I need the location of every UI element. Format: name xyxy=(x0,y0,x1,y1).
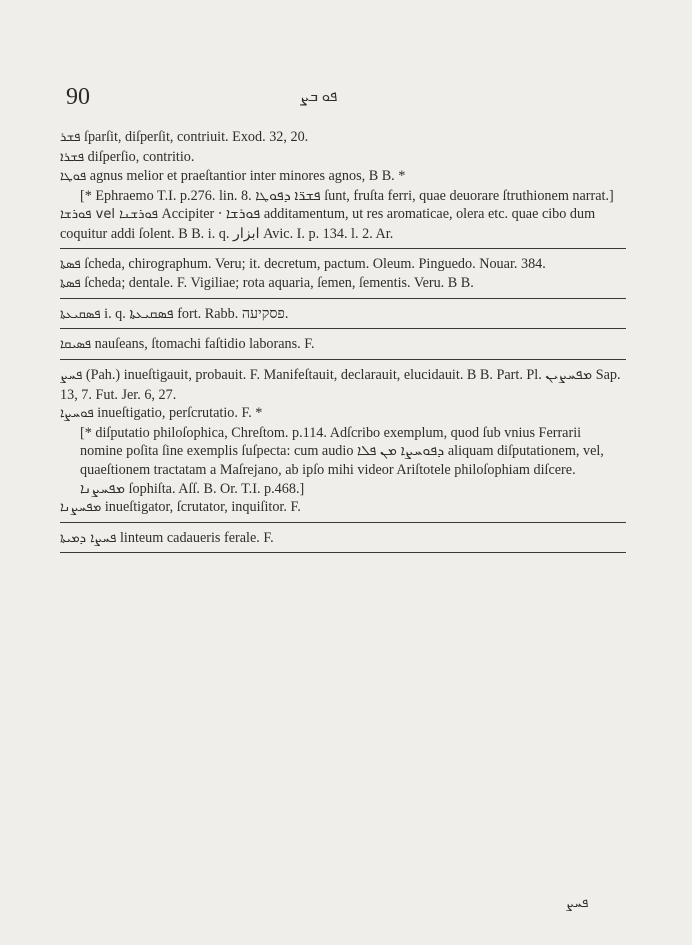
entry-11-text: inueſtigator, ſcrutator, inquiſitor. F. xyxy=(104,499,301,516)
entry-4-text: Accipiter ‧ ܦܘܪܫܐ additamentum, ut res aromaticae, olera etc. quae cibo dum coquitur addi ſolent. B B. i. q. ابزار Avic. I. p. 134. l. 2. Ar. xyxy=(60,206,596,242)
entry-7-headword: ܦܣܩܝܥܬܐ xyxy=(60,306,101,322)
entry-7-text: i. q. ܦܣܩܝܥܬܐ fort. Rabb. פסקיעה. xyxy=(104,305,289,322)
divider-3 xyxy=(60,328,626,329)
running-head: ܦܘ ܒܨ xyxy=(300,89,338,105)
entry-12-text: linteum cadaueris ferale. F. xyxy=(119,529,274,546)
entry-5-headword: ܦܣܬܐ xyxy=(60,256,81,272)
entry-3-note xyxy=(60,187,626,206)
catchword: ܦܚܨ xyxy=(566,895,589,910)
entry-10 xyxy=(60,404,626,424)
entry-9-headword: ܦܚܨ xyxy=(60,367,83,383)
entry-8-headword: ܦܣܝܩܐ xyxy=(60,337,92,353)
entry-6-headword: ܦܣܬܐ xyxy=(60,276,81,292)
entry-9-text: (Pah.) inueſtigauit, probauit. F. Manifeſtauit, declarauit, elucidauit. B B. Part. Pl. ܡܦܚܨܝܢ Sap. 13, 7. Fut. Jer. 6, 27. xyxy=(60,366,621,403)
entry-9 xyxy=(60,366,626,404)
entry-10-note xyxy=(60,424,626,480)
entry-8 xyxy=(60,335,626,355)
divider-2 xyxy=(60,298,626,299)
entry-3-headword: ܦܘܛܐ xyxy=(60,169,87,185)
divider-5 xyxy=(60,522,626,523)
entry-11 xyxy=(60,498,626,518)
divider-6 xyxy=(60,552,626,553)
entry-12 xyxy=(60,529,626,549)
entry-10-note-2 xyxy=(60,480,626,499)
entry-10-text: inueſtigatio, perſcrutatio. F. * xyxy=(97,405,263,422)
entry-8-text: nauſeans, ſtomachi faſtidio laborans. F. xyxy=(94,336,315,353)
entry-10-note-text: [* diſputatio philoſophica, Chreſtom. p.114. Adſcribo exemplum, quod ſub vnius Ferrarii nomine poſita ſine exemplis ſuſpecta: cum audio ܕܦܘܚܨܐ ܡܢ ܦܠܐ aliquam diſputationem, vel, quaeſtionem tractatam a Maſrejano, ab ipſo mihi videor Ariſtotele philoſophiam diſcere. xyxy=(80,424,604,478)
entry-3-text: agnus melior et praeſtantior inter minores agnos, B B. * xyxy=(89,168,406,185)
page-number: 90 xyxy=(66,84,90,110)
entry-5-text: ſcheda, chirographum. Veru; it. decretum, pactum. Oleum. Pinguedo. Nouar. 384. xyxy=(84,255,546,272)
entry-2-text: diſperſio, contritio. xyxy=(87,148,195,165)
entry-1-headword: ܦܫܪ xyxy=(60,130,81,145)
entry-6-text: ſcheda; dentale. F. Vigiliae; rota aquaria, ſemen, ſementis. Veru. B B. xyxy=(84,275,474,292)
entry-list xyxy=(60,128,626,559)
entry-4 xyxy=(60,205,626,243)
entry-10-headword: ܦܘܚܨܐ xyxy=(60,406,94,422)
divider-1 xyxy=(60,248,626,249)
entry-6 xyxy=(60,274,626,294)
entry-2 xyxy=(60,148,626,168)
entry-12-headword: ܦܚܨܐ ܕܡܝܬܐ xyxy=(60,530,117,546)
entry-10-note-2-text: ܡܦܚܨܢܐ ſophiſta. Aſſ. B. Or. T.I. p.468.] xyxy=(80,480,305,497)
entry-11-headword: ܡܦܚܨܢܐ xyxy=(60,500,102,516)
divider-4 xyxy=(60,359,626,360)
entry-3-note-text: [* Ephraemo T.I. p.276. lin. 8. ܦܫܪ̈ܐ ܕܦܘܛܐ ſunt, fruſta ferri, quae deuorare ſtruthionem narrat.] xyxy=(80,187,614,204)
entry-3 xyxy=(60,167,626,187)
entry-1 xyxy=(60,128,626,148)
entry-4-headword: ܦܘܪܫܐ vel ܦܘܪܫܢܐ xyxy=(60,207,158,223)
entry-7 xyxy=(60,305,626,325)
entry-2-headword: ܦܫܪܐ xyxy=(60,149,85,165)
entry-1-text: ſparſit, diſperſit, contriuit. Exod. 32, 20. xyxy=(84,129,309,145)
entry-5 xyxy=(60,255,626,275)
